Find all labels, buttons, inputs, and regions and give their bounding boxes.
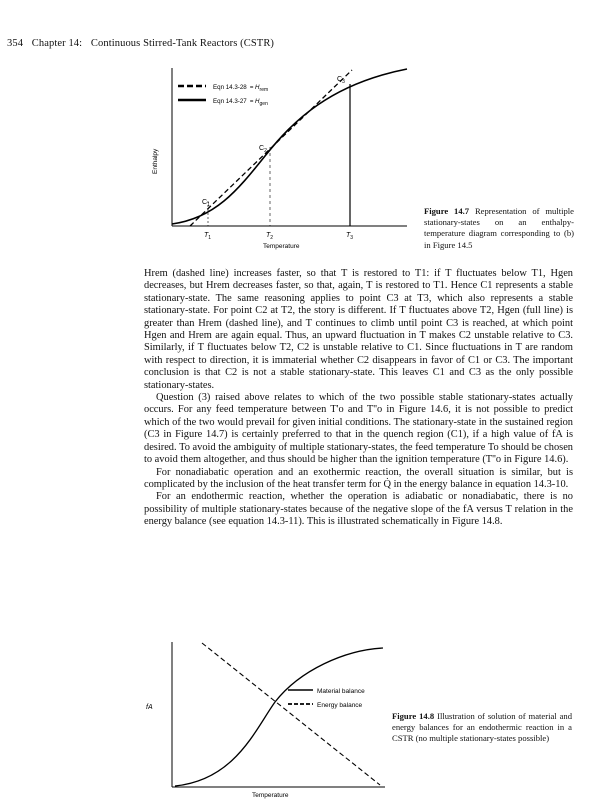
hgen-curve xyxy=(172,69,407,224)
chapter-title: Continuous Stirred-Tank Reactors (CSTR) xyxy=(90,38,275,49)
figure-14-7-caption xyxy=(424,206,574,251)
legend-material-balance: Material balance xyxy=(317,688,365,695)
material-balance-curve xyxy=(175,648,383,786)
point-c2-label: $C_2$ xyxy=(259,145,267,154)
y-axis-label: Enthalpy xyxy=(152,148,159,174)
legend-energy-balance: Energy balance xyxy=(317,702,363,709)
paragraph: For nonadiabatic operation and an exothermic reaction, the overall situation is similar, but is complicated by the inclusion of the heat transfer term for Q̇ in the energy balance in equation 14.3-10. xyxy=(144,466,573,490)
running-header xyxy=(7,38,280,49)
x-axis-label: Temperature xyxy=(263,243,300,250)
x-axis-label: Temperature xyxy=(252,792,289,799)
caption-text: Representation of multiple stationary-states on an enthalpy-temperature diagram corresponding to (b) in Figure 14.5 xyxy=(424,206,574,250)
chapter-label: Chapter 14: xyxy=(31,38,83,49)
figure-14-7 xyxy=(145,66,415,256)
legend-entry-hgen: Eqn $14.3-27 = H_{gen}$ xyxy=(213,98,268,107)
y-axis-label: fA xyxy=(146,704,153,711)
body-text xyxy=(144,268,573,529)
figure-14-8 xyxy=(145,640,415,800)
tick-t3-label: $T_3$ xyxy=(346,232,354,241)
tick-t1-label: $T_1$ xyxy=(204,232,212,241)
page-number: 354 xyxy=(7,38,24,49)
paragraph: Hrem (dashed line) increases faster, so that T is restored to T1: if T fluctuates below T1, Hgen decreases, but Hrem decreases faster, so that, again, T is restored to T1. Hence C1 represents a stable stationary-state. The same reasoning applies to point C3 at T3, which also represents a stable stationary-state. For point C2 at T2, the story is different. If T fluctuates above T2, Hgen (full line) is greater than Hrem (dashed line), and T continues to climb until point C3 is reached, at which point Hgen and Hrem are again equal. Thus, an upward fluctuation in T makes C2 unstable relative to C3. Similarly, if T fluctuates below T2, C2 is unstable relative to C1. Since fluctuations in T are random with respect to direction, it is immaterial whether C2 disappears in favor of C1 or C3. The important conclusion is that C2 is not a stable stationary-state. This leaves C1 and C3 as the only possible stationary-states. xyxy=(144,268,573,391)
legend-entry-hrem: Eqn $14.3-28 = H_{rem}$ xyxy=(213,84,269,93)
figure-14-8-caption xyxy=(392,711,572,745)
caption-text: Illustration of solution of material and energy balances for an endothermic reaction in a CSTR (no multiple stationary-states possible) xyxy=(392,711,573,744)
point-c1-label: $C_1$ xyxy=(202,199,210,208)
tick-t2-label: $T_2$ xyxy=(266,232,274,241)
paragraph: Question (3) raised above relates to which of the two possible stable stationary-states actually occurs. For any feed temperature between T'o and T''o in Figure 14.6, it is not possible to predict which of the two would prevail for given initial conditions. The stationary-state in the sustained region (C3 in Figure 14.7) is certainly preferred to that in the quench region (C1), if a high value of fA is desired. To avoid the ambiguity of multiple stationary-states, the feed temperature To should be chosen to avoid them altogether, and thus should be higher than the ignition temperature (T''o in Figure 14.6). xyxy=(144,392,573,466)
paragraph: For an endothermic reaction, whether the operation is adiabatic or nonadiabatic, there is no possibility of multiple stationary-states because of the negative slope of the fA versus T relation in the energy balance (see equation 14.3-11). This is illustrated schematically in Figure 14.8. xyxy=(144,491,573,528)
caption-label: Figure 14.8 xyxy=(392,711,435,721)
hrem-line xyxy=(190,70,352,226)
caption-label: Figure 14.7 xyxy=(424,206,470,216)
point-c3-label: $C_3$ xyxy=(337,76,345,85)
